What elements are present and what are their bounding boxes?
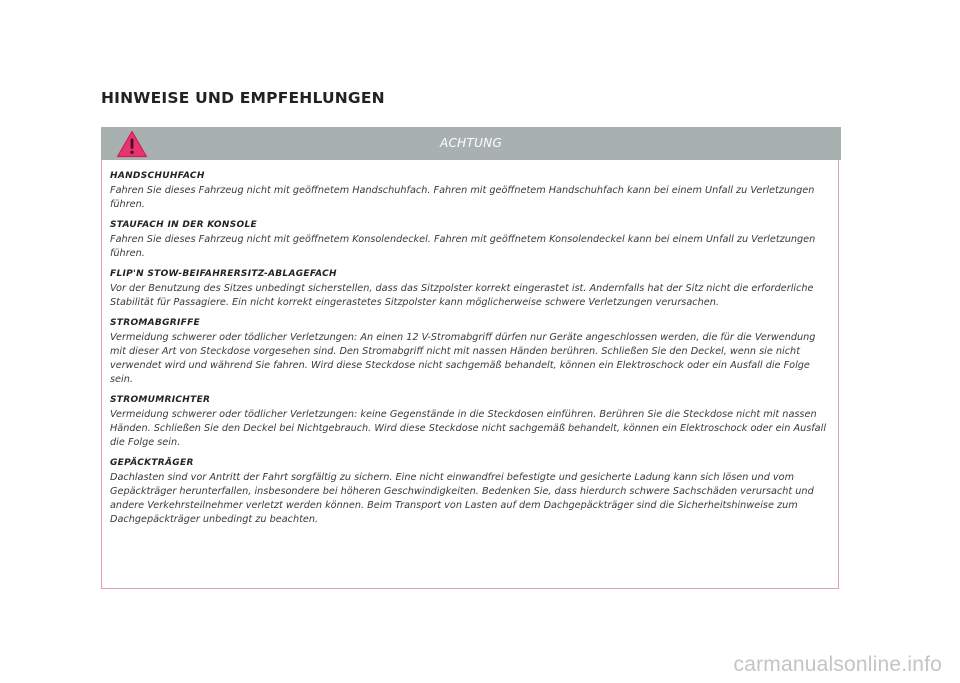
entry-heading: STAUFACH IN DER KONSOLE (110, 220, 257, 230)
warning-entry-staufach-konsole (110, 218, 830, 261)
warning-entry-stromabgriffe (110, 316, 830, 387)
warning-content-box (101, 160, 839, 589)
warning-entry-gepaecktraeger (110, 456, 830, 527)
entry-text: Vor der Benutzung des Sitzes unbedingt sicherstellen, dass das Sitzpolster korrekt eingerastet ist. Andernfalls hat der Sitz nicht die erforderliche Stabilität für Passagiere. Ein nicht korrekt eingerastetes Sitzpolster kann möglicherweise schwere Verletzungen verursachen. (110, 283, 814, 308)
warning-title: ACHTUNG (439, 136, 503, 150)
warning-header (101, 127, 841, 160)
entry-heading: FLIP'N STOW-BEIFAHRERSITZ-ABLAGEFACH (110, 269, 337, 279)
entry-heading: GEPÄCKTRÄGER (110, 458, 194, 468)
entry-text: Vermeidung schwerer oder tödlicher Verletzungen: An einen 12 V-Stromabgriff dürfen nur Geräte angeschlossen werden, die für die Verwendung mit dieser Art von Steckdose vorgesehen sind. Den Stromabgriff nicht mit nassen Händen berühren. Schließen Sie den Deckel, wenn sie nicht verwendet wird und während Sie fahren. Wird diese Steckdose nicht sachgemäß behandelt, können ein Elektroschock oder ein Ausfall die Folge sein. (110, 332, 816, 385)
entry-text: Vermeidung schwerer oder tödlicher Verletzungen: keine Gegenstände in die Steckdosen einführen. Berühren Sie die Steckdose nicht mit nassen Händen. Schließen Sie den Deckel bei Nichtgebrauch. Wird diese Steckdose nicht sachgemäß behandelt, können ein Elektroschock oder ein Ausfall die Folge sein. (110, 409, 827, 448)
entry-heading: HANDSCHUHFACH (110, 171, 205, 181)
entry-text: Fahren Sie dieses Fahrzeug nicht mit geöffnetem Handschuhfach. Fahren mit geöffnetem Handschuhfach kann bei einem Unfall zu Verletzungen führen. (110, 185, 815, 210)
entry-heading: STROMUMRICHTER (110, 395, 211, 405)
entry-text: Dachlasten sind vor Antritt der Fahrt sorgfältig zu sichern. Eine nicht einwandfrei befestigte und gesicherte Ladung kann sich lösen und vom Gepäckträger herunterfallen, insbesondere bei höheren Geschwindigkeiten. Bedenken Sie, dass hierdurch schwere Sachschäden verursacht und andere Verkehrsteilnehmer verletzt werden können. Beim Transport von Lasten auf dem Dachgepäckträger sind die Sicherheitshinweise zum Dachgepäckträger unbedingt zu beachten. (110, 472, 814, 525)
warning-entry-stromumrichter (110, 393, 830, 450)
warning-entry-flipn-stow (110, 267, 830, 310)
warning-entry-handschuhfach (110, 169, 830, 212)
entry-heading: STROMABGRIFFE (110, 318, 200, 328)
entry-text: Fahren Sie dieses Fahrzeug nicht mit geöffnetem Konsolendeckel. Fahren mit geöffnetem Konsolendeckel kann bei einem Unfall zu Verletzungen führen. (110, 234, 816, 259)
watermark: carmanualsonline.info (733, 653, 942, 676)
section-title: HINWEISE UND EMPFEHLUNGEN (101, 89, 385, 107)
